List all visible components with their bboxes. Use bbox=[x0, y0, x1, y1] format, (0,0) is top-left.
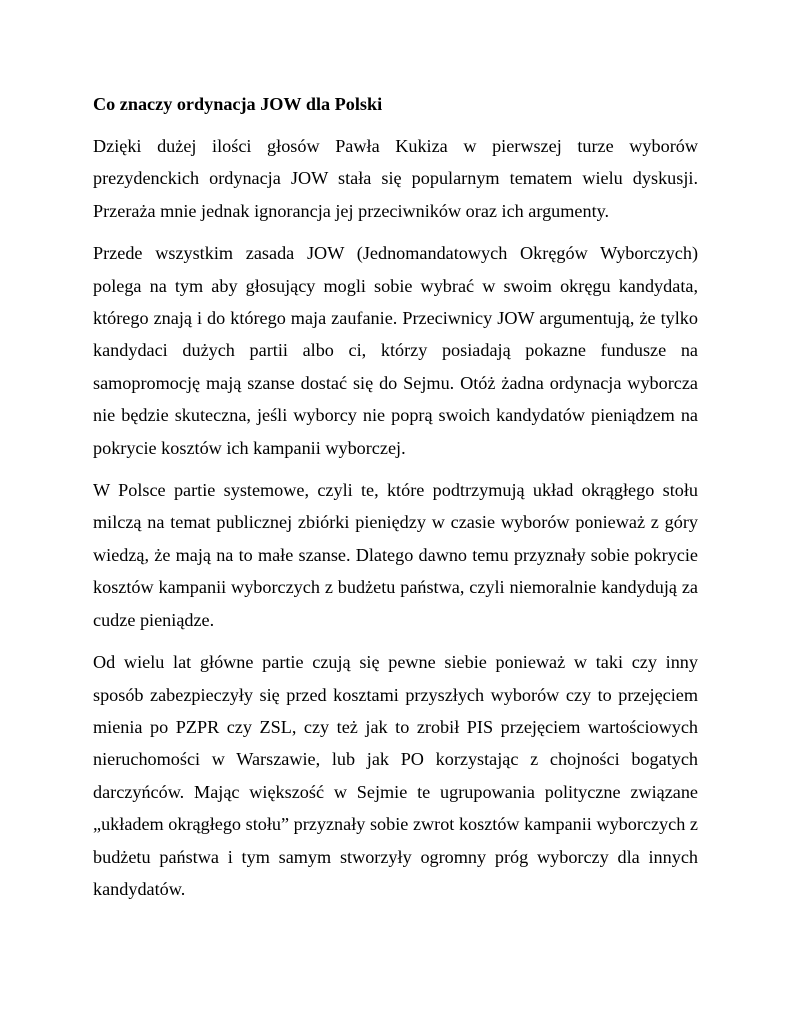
paragraph-4: Od wielu lat główne partie czują się pewne siebie ponieważ w taki czy inny sposób zabezpieczyły się przed kosztami przyszłych wyborów czy to przejęciem mienia po PZPR czy ZSL, czy też jak to zrobił PIS przejęciem wartościowych nieruchomości w Warszawie, lub jak PO korzystając z chojności bogatych darczyńców. Mając większość w Sejmie te ugrupowania polityczne związane „układem okrągłego stołu” przyznały sobie zwrot kosztów kampanii wyborczych z budżetu państwa i tym samym stworzyły ogromny próg wyborczy dla innych kandydatów. bbox=[93, 652, 698, 899]
paragraph-1: Dzięki dużej ilości głosów Pawła Kukiza w pierwszej turze wyborów prezydenckich ordynacja JOW stała się popularnym tematem wielu dyskusji. Przeraża mnie jednak ignorancja jej przeciwników oraz ich argumenty. bbox=[93, 136, 698, 221]
document-body bbox=[93, 88, 698, 915]
document-title: Co znaczy ordynacja JOW dla Polski bbox=[93, 94, 383, 114]
paragraph-2: Przede wszystkim zasada JOW (Jednomandatowych Okręgów Wyborczych) polega na tym aby głosujący mogli sobie wybrać w swoim okręgu kandydata, którego znają i do którego maja zaufanie. Przeciwnicy JOW argumentują, że tylko kandydaci dużych partii albo ci, którzy posiadają pokazne fundusze na samopromocję mają szanse dostać się do Sejmu. Otóż żadna ordynacja wyborcza nie będzie skuteczna, jeśli wyborcy nie poprą swoich kandydatów pieniądzem na pokrycie kosztów ich kampanii wyborczej. bbox=[93, 243, 698, 458]
paragraph-3: W Polsce partie systemowe, czyli te, które podtrzymują układ okrągłego stołu milczą na temat publicznej zbiórki pieniędzy w czasie wyborów ponieważ z góry wiedzą, że mają na to małe szanse. Dlatego dawno temu przyznały sobie pokrycie kosztów kampanii wyborczych z budżetu państwa, czyli niemoralnie kandydują za cudze pieniądze. bbox=[93, 480, 698, 630]
